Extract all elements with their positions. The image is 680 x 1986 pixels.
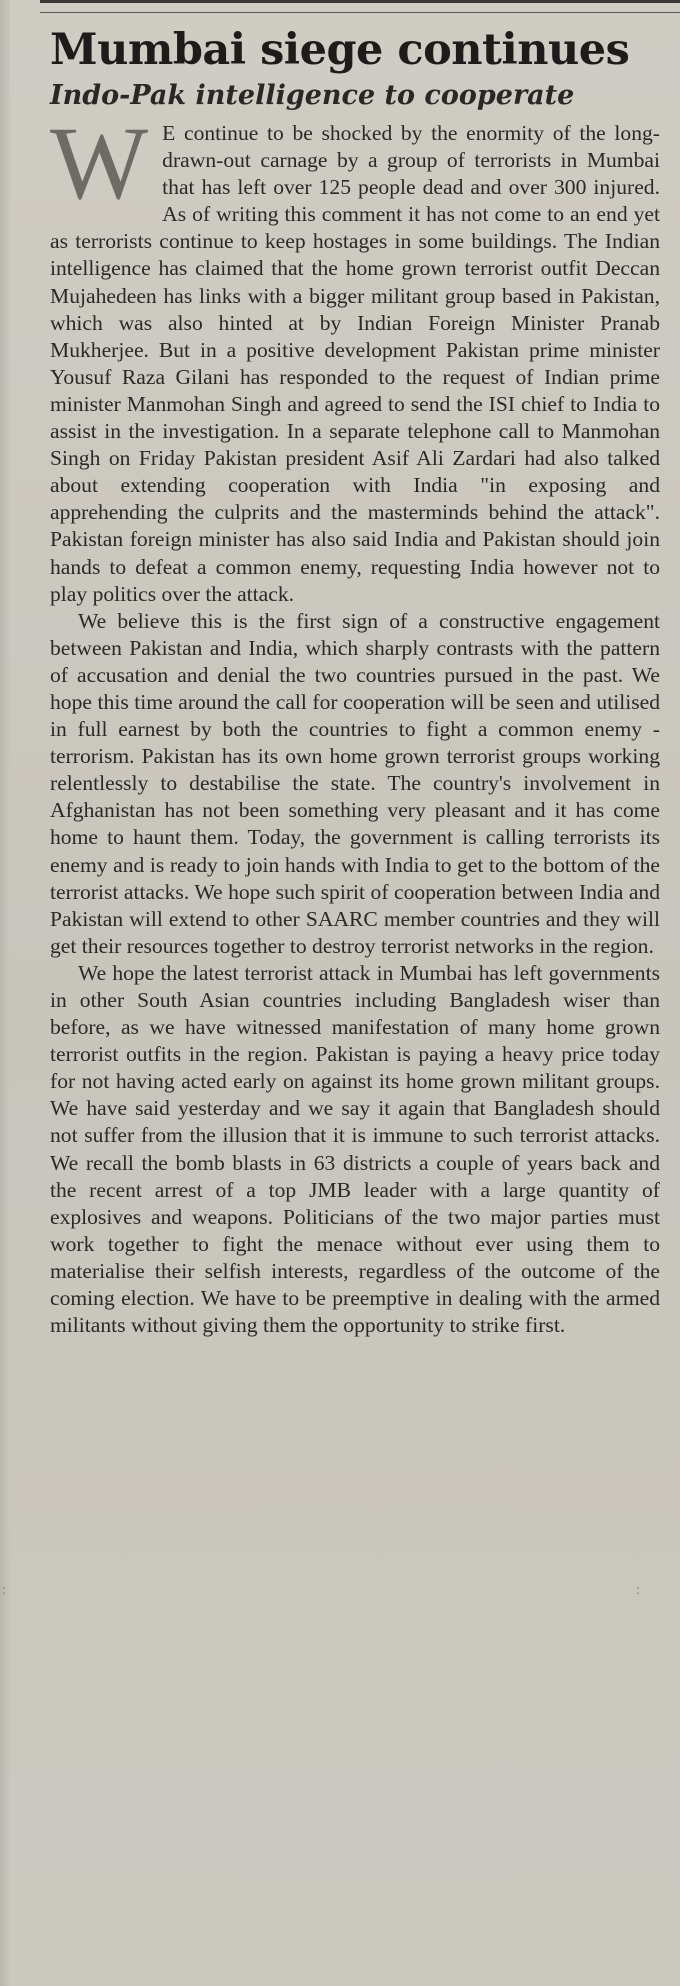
article-subhead: Indo-Pak intelligence to cooperate: [50, 80, 575, 111]
top-rule-divider: [40, 0, 680, 13]
article-headline: Mumbai siege continues: [50, 25, 630, 75]
crease-mark-right: :: [636, 1583, 641, 1597]
editorial-article: [50, 22, 660, 1339]
paragraph-1: [50, 106, 660, 608]
paper-edge: [0, 0, 10, 1986]
paragraph-1-text: E continue to be shocked by the enormity of the long-drawn-out carnage by a group of terrorists in Mumbai that has left over 125 people dead and over 300 injured. As of writing this comment it has not come to an end yet as terrorists continue to keep hostages in some buildings. The Indian intelligence has claimed that the home grown terrorist outfit Deccan Mujahedeen has links with a bigger militant group based in Pakistan, which was also hinted at by Indian Foreign Minister Pranab Mukherjee. But in a positive development Pakistan prime minister Yousuf Raza Gilani has responded to the request of Indian prime minister Manmohan Singh and agreed to send the ISI chief to India to assist in the investigation. In a separate telephone call to Manmohan Singh on Friday Pakistan president Asif Ali Zardari had also talked about extending cooperation with India "in exposing and apprehending the culprits and the masterminds behind the attack". Pakistan foreign minister has also said India and Pakistan should join hands to defeat a common enemy, requesting India however not to play politics over the attack.: [50, 121, 660, 606]
paragraph-3: We hope the latest terrorist attack in Mumbai has left governments in other South Asian countries including Bangladesh wiser than before, as we have witnessed manifestation of many home grown terrorist outfits in the region. Pakistan is paying a heavy price today for not having acted early on against its home grown militant groups. We have said yesterday and we say it again that Bangladesh should not suffer from the illusion that it is immune to such terrorist attacks. We recall the bomb blasts in 63 districts a couple of years back and the recent arrest of a top JMB leader with a large quantity of explosives and weapons. Politicians of the two major parties must work together to fight the menace without ever using them to materialise their selfish interests, regardless of the outcome of the coming election. We have to be preemptive in dealing with the armed militants without giving them the opportunity to strike first.: [50, 960, 660, 1338]
crease-mark-left: :: [2, 1583, 7, 1597]
fold-crease-marks: [0, 1583, 680, 1597]
article-body: [50, 106, 660, 1339]
drop-cap: W: [50, 106, 149, 221]
paragraph-2: We believe this is the first sign of a constructive engagement between Pakistan and India, which sharply contrasts with the pattern of accusation and denial the two countries pursued in the past. We hope this time around the call for cooperation will be seen and utilised in full earnest by both the countries to fight a common enemy - terrorism. Pakistan has its own home grown terrorist groups working relentlessly to destabilise the state. The country's involvement in Afghanistan has not been something very pleasant and it has come home to haunt them. Today, the government is calling terrorists its enemy and is ready to join hands with India to get to the bottom of the terrorist attacks. We hope such spirit of cooperation between India and Pakistan will extend to other SAARC member countries and they will get their resources together to destroy terrorist networks in the region.: [50, 608, 660, 958]
